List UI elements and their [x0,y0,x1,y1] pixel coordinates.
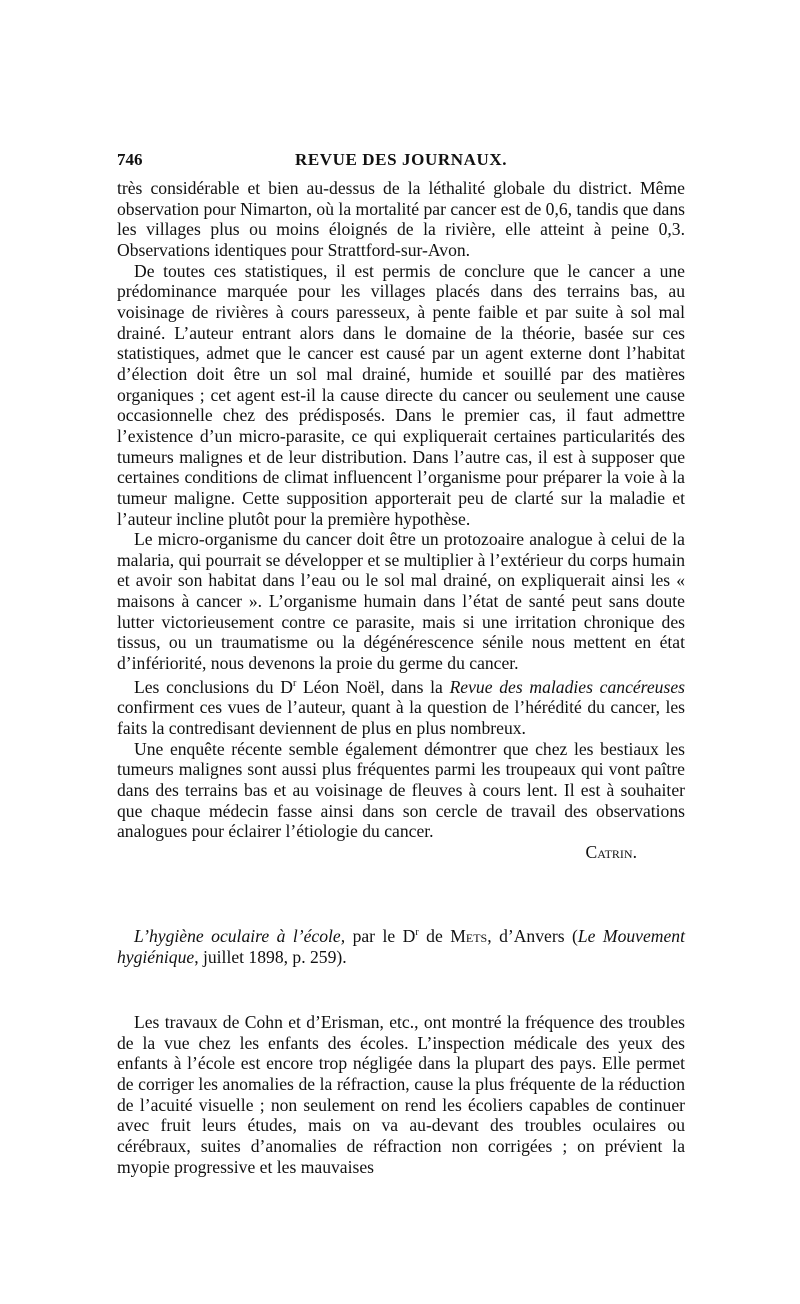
paragraph: Le micro-organisme du cancer doit être un protozoaire analogue à celui de la malaria, qui pourrait se développer et se multiplier à l’extérieur du corps humain et avoir son habitat dans l’eau ou le sol mal drainé, on expliquerait ainsi les « maisons à cancer ». L’organisme humain dans l’état de santé peut sans doute lutter victorieusement contre ce parasite, mais si une irritation chronique des tissus, ou un traumatisme ou la dégénérescence sénile nous mettent en état d’infériorité, nous devenons la proie du germe du cancer. [117,529,685,674]
signature: Catrin. [585,841,637,862]
text-run: par le D [345,925,416,946]
article-heading [117,922,685,968]
text-run: , juillet 1898, p. 259). [194,946,347,967]
superscript: r [292,677,297,689]
paragraph-noel [117,674,685,739]
journal-title: Revue des maladies cancéreuses [449,676,685,697]
journal-title: Le Mouvement hygiénique [117,925,685,967]
article-body: Les travaux de Cohn et d’Erisman, etc., ont montré la fréquence des troubles de la vue chez les enfants des écoles. L’inspection médicale des yeux des enfants à l’école est encore trop négligée dans la plupart des pays. Elle permet de corriger les anomalies de la réfraction, cause la plus fréquente de la réduction de l’acuité visuelle ; non seulement on rend les écoliers capables de continuer avec fruit leurs études, mais on va au-devant des troubles oculaires ou cérébraux, suites d’anomalies de réfraction non corrigées ; on prévient la myopie progressive et les mauvaises [117,1012,685,1177]
article-title: L’hygiène oculaire à l’école, [134,925,346,946]
text-run: Les conclusions du D [134,676,293,697]
paragraph: très considérable et bien au-dessus de la léthalité globale du district. Même observation pour Nimarton, où la mortalité par cancer est de 0,6, tandis que dans les villages plus ou moins éloignés de la rivière, elle atteint à peine 0,3. Observations identiques pour Strattford-sur-Avon. [117,178,685,260]
text-run: de [418,925,451,946]
text-run: confirment ces vues de l’auteur, quant à la question de l’hérédité du cancer, les faits la contredisant deviennent de plus en plus nombreux. [117,697,685,738]
page-header [117,150,685,172]
page-number: 746 [117,150,143,169]
superscript: r [415,927,419,938]
text-run: Léon Noël, dans la [296,676,450,697]
paragraph: De toutes ces statistiques, il est permis de conclure que le cancer a une prédominance marquée pour les villages placés dans des terrains bas, au voisinage de rivières à cours paresseux, à pente faible et par suite à sol mal drainé. L’auteur entrant alors dans le domaine de la théorie, basée sur ces statistiques, admet que le cancer est causé par un agent externe dont l’habitat d’élection doit être un sol mal drainé, humide et souillé par des matières organiques ; cet agent est-il la cause directe du cancer ou seulement une cause occasionnelle chez des prédisposés. Dans le premier cas, il faut admettre l’existence d’un micro-parasite, ce qui expliquerait certaines particularités des tumeurs malignes et de leur distribution. Dans l’autre cas, il est à supposer que certaines conditions de climat influencent l’organisme pour préparer la voie à la tumeur maligne. Cette supposition apporterait peu de clarté sur la maladie et l’auteur incline plutôt pour la première hypothèse. [117,260,685,529]
author-name: Mets [450,925,488,946]
running-head: REVUE DES JOURNAUX. [294,150,508,169]
text-run: , d’Anvers ( [487,925,578,946]
main-text [117,178,685,863]
paragraph: Une enquête récente semble également démontrer que chez les bestiaux les tumeurs malignes sont aussi plus fréquentes parmi les troupeaux qui vont paître dans des terrains bas et au voisinage de fleuves à cours lent. Il est à souhaiter que chaque médecin fasse ainsi dans son cercle de travail des observations analogues pour éclairer l’étiologie du cancer. [117,738,685,842]
